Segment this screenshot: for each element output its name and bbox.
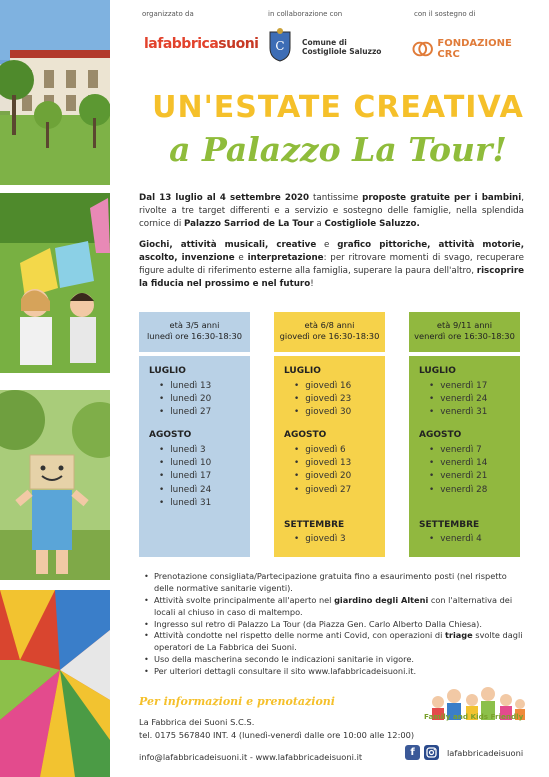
date-item: • lunedì 17 [159,470,211,483]
schedule-header [139,316,250,351]
photo-kids-paper [0,193,110,373]
date-item: • giovedì 27 [294,484,351,497]
date-item: • venerdì 14 [429,457,487,470]
month-label: AGOSTO [149,430,192,440]
date-list [429,444,487,497]
date-item: • venerdì 24 [429,393,487,406]
schedule-dates [409,356,520,557]
date-item: • venerdì 21 [429,470,487,483]
contact-links[interactable]: info@lafabbricadeisuoni.it - www.lafabbricadeisuoni.it [139,752,363,762]
family-friendly-label: Family and Kids Friendly [424,712,524,721]
date-item: • venerdì 4 [429,533,482,546]
date-list [294,380,351,420]
note-item: • Ingresso sul retro di Palazzo La Tour (da Piazza Gen. Carlo Alberto Dalla Chiesa). [144,619,524,631]
schedule-column-3-5 [139,312,250,557]
comune-line-2: Costigliole Saluzzo [302,46,382,56]
svg-text:C: C [275,39,285,53]
age-group: età 9/11 anni [436,320,493,330]
info-title: Per informazioni e prenotazioni [139,695,335,708]
date-item: • lunedì 27 [159,406,211,419]
organization-name: La Fabbrica dei Suoni S.C.S. [139,717,255,727]
month-label: LUGLIO [419,366,456,376]
time-slot: giovedì ore 16:30-18:30 [279,331,380,342]
time-slot: lunedì ore 16:30-18:30 [147,331,242,342]
date-item: • lunedì 10 [159,457,211,470]
schedule-column-6-8 [274,312,385,557]
title-line-2: a Palazzo La Tour! [169,130,507,169]
title-line-1: UN'ESTATE CREATIVA [152,90,524,125]
date-item: • venerdì 28 [429,484,487,497]
fabbrica-logo-text-2: suoni [218,36,259,52]
date-item: • venerdì 17 [429,380,487,393]
month-label: AGOSTO [419,430,462,440]
instagram-icon[interactable] [424,745,439,760]
intro-paragraph-1: Dal 13 luglio al 4 settembre 2020 tantissime proposte gratuite per i bambini, rivolte a tre target differenti e a servizio e sostegno delle famiglie, nella splendida cornice di Palazzo Sarriod de La Tour a Costigliole Saluzzo. [139,193,524,229]
schedule-header [274,316,385,351]
social-links [405,745,523,760]
fabbrica-logo-text-1: lafabbrica [144,36,219,52]
date-item: • lunedì 3 [159,444,211,457]
date-item: • giovedì 3 [294,533,346,546]
date-item: • giovedì 20 [294,470,351,483]
month-label: AGOSTO [284,430,327,440]
date-item: • giovedì 6 [294,444,351,457]
photo-parachute [0,590,110,777]
date-list [294,444,351,497]
date-item: • giovedì 16 [294,380,351,393]
note-item: • Per ulteriori dettagli consultare il sito www.lafabbricadeisuoni.it. [144,666,524,678]
phone-info: tel. 0175 567840 INT. 4 (lunedì-venerdì dalle ore 10:00 alle 12:00) [139,730,415,740]
sponsors-bar [130,10,535,72]
photo-child-box [0,390,110,580]
age-group: età 3/5 anni [169,320,220,330]
date-item: • giovedì 30 [294,406,351,419]
note-item: • Prenotazione consigliata/Partecipazione gratuita fino a esaurimento posti (nel rispetto delle normative sanitarie vigenti). [144,571,524,595]
date-item: • venerdì 31 [429,406,487,419]
date-item: • lunedì 13 [159,380,211,393]
time-slot: venerdì ore 16:30-18:30 [414,331,515,342]
date-item: • lunedì 20 [159,393,211,406]
date-item: • lunedì 31 [159,497,211,510]
note-item: • Uso della mascherina secondo le indicazioni sanitarie in vigore. [144,654,524,666]
intro-text [139,192,524,299]
social-handle[interactable]: lafabbricadeisuoni [447,747,524,758]
crc-logo-icon [412,41,433,57]
month-label: SETTEMBRE [284,520,345,530]
photo-palazzo-garden [0,0,110,185]
date-item: • venerdì 7 [429,444,487,457]
month-label: LUGLIO [149,366,186,376]
month-label: SETTEMBRE [419,520,480,530]
note-item: • Attività svolte principalmente all'aperto nel giardino degli Alteni con l'alternativa dei locali al chiuso in caso di maltempo. [144,595,524,619]
schedule-dates [274,356,385,557]
date-list [159,444,211,510]
date-list [159,380,211,420]
month-label: LUGLIO [284,366,321,376]
schedule-column-9-11 [409,312,520,557]
support-label: con il sostegno di [414,10,476,18]
crc-logo-text: FONDAZIONE CRC [437,38,512,60]
age-group: età 6/8 anni [304,320,355,330]
comune-line-1: Comune di [302,38,347,47]
date-list [294,533,346,546]
comune-logo-text [302,39,381,56]
organized-by-label: organizzato da [142,10,194,18]
date-item: • giovedì 23 [294,393,351,406]
date-item: • giovedì 13 [294,457,351,470]
collaboration-label: in collaborazione con [268,10,343,18]
notes-list [144,571,524,678]
crc-logo [412,38,535,60]
photo-column [0,0,110,777]
note-item: • Attività condotte nel rispetto delle norme anti Covid, con operazioni di triage svolte dagli operatori de La Fabbrica dei Suoni. [144,630,524,654]
fabbrica-logo [144,36,258,52]
intro-paragraph-2: Giochi, attività musicali, creative e grafico pittoriche, attività motorie, ascolto, invenzione e interpretazione: per ritrovare momenti di svago, recuperare figure adulte di riferimento esterne alla famiglia, superare la paura dell'altro, riscoprire la fiducia nel prossimo e nel futuro! [139,240,524,289]
date-list [429,380,487,420]
date-list [429,533,482,546]
facebook-icon[interactable]: f [405,745,420,760]
schedule-dates [139,356,250,557]
comune-crest-icon [267,28,293,62]
schedule-header [409,316,520,351]
date-item: • lunedì 24 [159,484,211,497]
